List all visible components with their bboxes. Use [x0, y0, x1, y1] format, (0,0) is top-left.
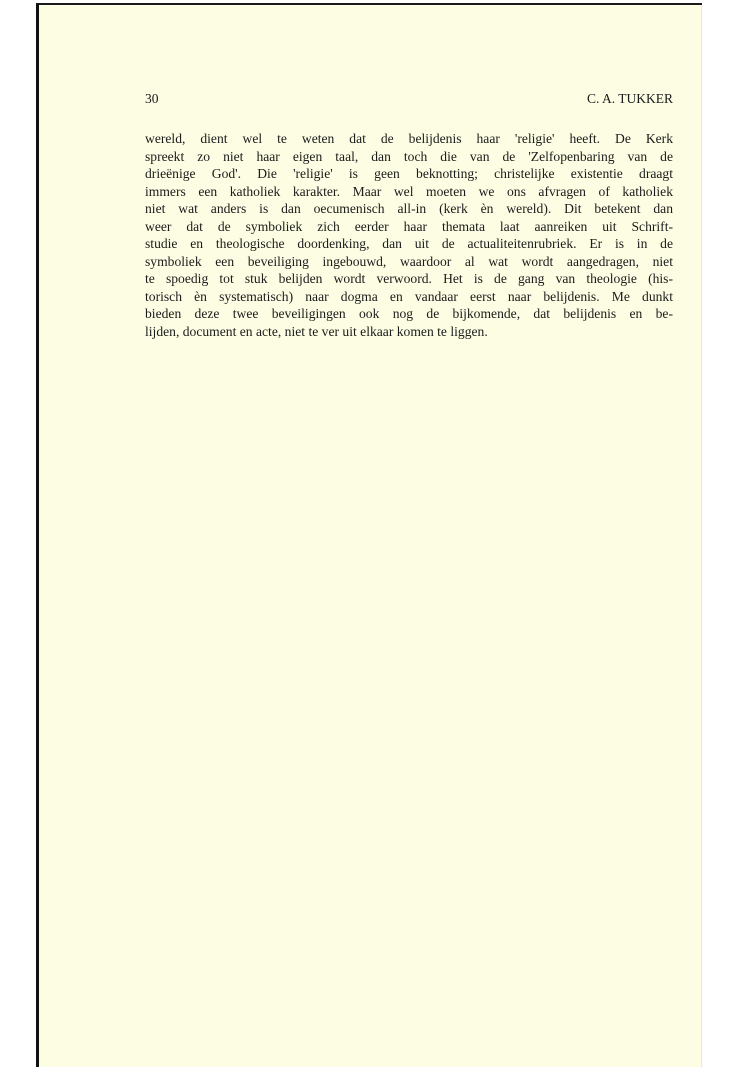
- running-header: [145, 91, 673, 107]
- body-paragraph: [145, 130, 673, 341]
- text-line: te spoedig tot stuk belijden wordt verwoord. Het is de gang van theologie (his-: [145, 271, 673, 287]
- text-line: immers een katholiek karakter. Maar wel moeten we ons afvragen of katholiek: [145, 183, 673, 199]
- text-line: torisch èn systematisch) naar dogma en vandaar eerst naar belijdenis. Me dunkt: [145, 288, 673, 304]
- text-line: weer dat de symboliek zich eerder haar themata laat aanreiken uit Schrift-: [145, 218, 673, 234]
- page-number: 30: [145, 91, 159, 106]
- book-page: [36, 3, 702, 1067]
- text-line: studie en theologische doordenking, dan uit de actualiteitenrubriek. Er is in de: [145, 236, 673, 252]
- text-line: niet wat anders is dan oecumenisch all-in (kerk èn wereld). Dit betekent dan: [145, 201, 673, 217]
- text-line: drieënige God'. Die 'religie' is geen beknotting; christelijke existentie draagt: [145, 166, 673, 182]
- text-line: wereld, dient wel te weten dat de belijdenis haar 'religie' heeft. De Kerk: [145, 131, 673, 146]
- text-line: lijden, document en acte, niet te ver uit elkaar komen te liggen.: [145, 324, 488, 340]
- running-title: C. A. TUKKER: [586, 91, 673, 106]
- text-line: spreekt zo niet haar eigen taal, dan toch die van de 'Zelfopenbaring van de: [145, 148, 673, 164]
- text-line: symboliek een beveiliging ingebouwd, waardoor al wat wordt aangedragen, niet: [145, 253, 673, 269]
- text-line: bieden deze twee beveiligingen ook nog de bijkomende, dat belijdenis en be-: [145, 306, 673, 322]
